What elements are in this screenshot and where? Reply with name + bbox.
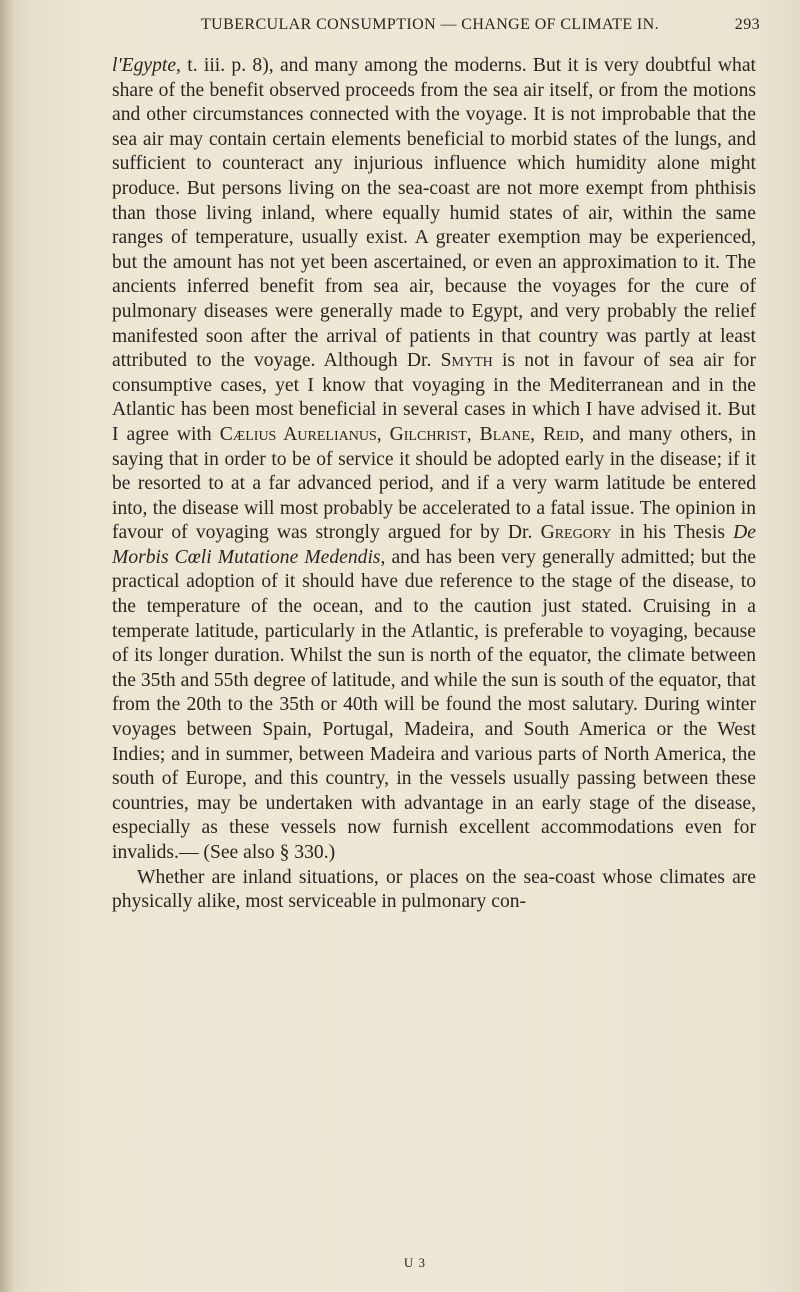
author-name-smyth: Smyth [440, 350, 493, 372]
text-run: , [530, 423, 543, 445]
running-header [110, 8, 760, 42]
body-text [112, 54, 756, 915]
italic-work-title: l'Egypte [112, 55, 177, 76]
running-title: TUBERCULAR CONSUMPTION — CHANGE OF CLIMATE IN. [201, 16, 659, 33]
text-run: , [376, 423, 390, 445]
author-name-caelius-aurelianus: Cælius Aurelianus [219, 423, 377, 445]
text-run: in his Thesis [611, 522, 734, 544]
text-run: , and many others, in saying that in order to be of service it should be adopted early in the disease; if it be resorted to at a far advanced period, and if a very warm latitude be entered into, the disease will most probably be accelerated to a fatal issue. The opinion in favour of voyaging was strongly argued for by Dr. [112, 423, 757, 544]
paragraph-2: Whether are inland situations, or places on the sea-coast whose climates are physically alike, most serviceable in pulmonary con- [112, 866, 756, 913]
author-name-blane: Blane [479, 423, 531, 445]
paragraph-1 [112, 54, 756, 866]
text-run: is not in favour of sea air for consumptive cases, yet I know that voyaging in the Mediterranean and in the Atlantic has been most beneficial in several cases in which I have advised it. But I agree with [112, 350, 756, 445]
page-binding-edge [0, 0, 14, 1292]
author-name-reid: Reid [542, 423, 580, 445]
italic-thesis-title: De Morbis Cœli Mutatione Medendis [112, 522, 756, 568]
author-name-gregory: Gregory [540, 522, 612, 544]
author-name-gilchrist: Gilchrist [389, 423, 467, 445]
signature-mark: U 3 [403, 1255, 427, 1270]
text-run: , [466, 423, 480, 445]
text-run: , t. iii. p. 8), and many among the moderns. But it is very doubtful what share of the benefit observed proceeds from the sea air itself, or from the motions and other circumstances connected with the voyage. It is not improbable that the sea air may contain certain elements beneficial to morbid states of the lungs, and sufficient to counteract any injurious influence which humidity alone might produce. But persons living on the sea-coast are not more exempt from phthisis than those living inland, where equally humid states of air, within the same ranges of temperature, usually exist. A greater exemption may be experienced, but the amount has not yet been ascertained, or even an approximation to it. The ancients inferred benefit from sea air, because the voyages for the cure of pulmonary diseases were generally made to Egypt, and very probably the relief manifested soon after the arrival of patients in that country was partly at least attributed to the voyage. Although Dr. [112, 55, 756, 372]
page-number: 293 [734, 16, 760, 33]
text-run: , and has been very generally admitted; but the practical adoption of it should have due reference to the stage of the disease, to the temperature of the ocean, and to the caution just stated. Cruising in a temperate latitude, particularly in the Atlantic, is preferable to voyaging, because of its longer duration. Whilst the sun is north of the equator, the climate between the 35th and 55th degree of latitude, and while the sun is south of the equator, that from the 20th to the 35th or 40th will be found the most salutary. During winter voyages between Spain, Portugal, Madeira, and South America or the West Indies; and in summer, between Madeira and various parts of North America, the south of Europe, and this country, in the vessels usually passing between these countries, may be undertaken with advantage in an early stage of the disease, especially as these vessels now furnish excellent accommodations even for invalids.— (See also § 330.) [112, 546, 756, 863]
